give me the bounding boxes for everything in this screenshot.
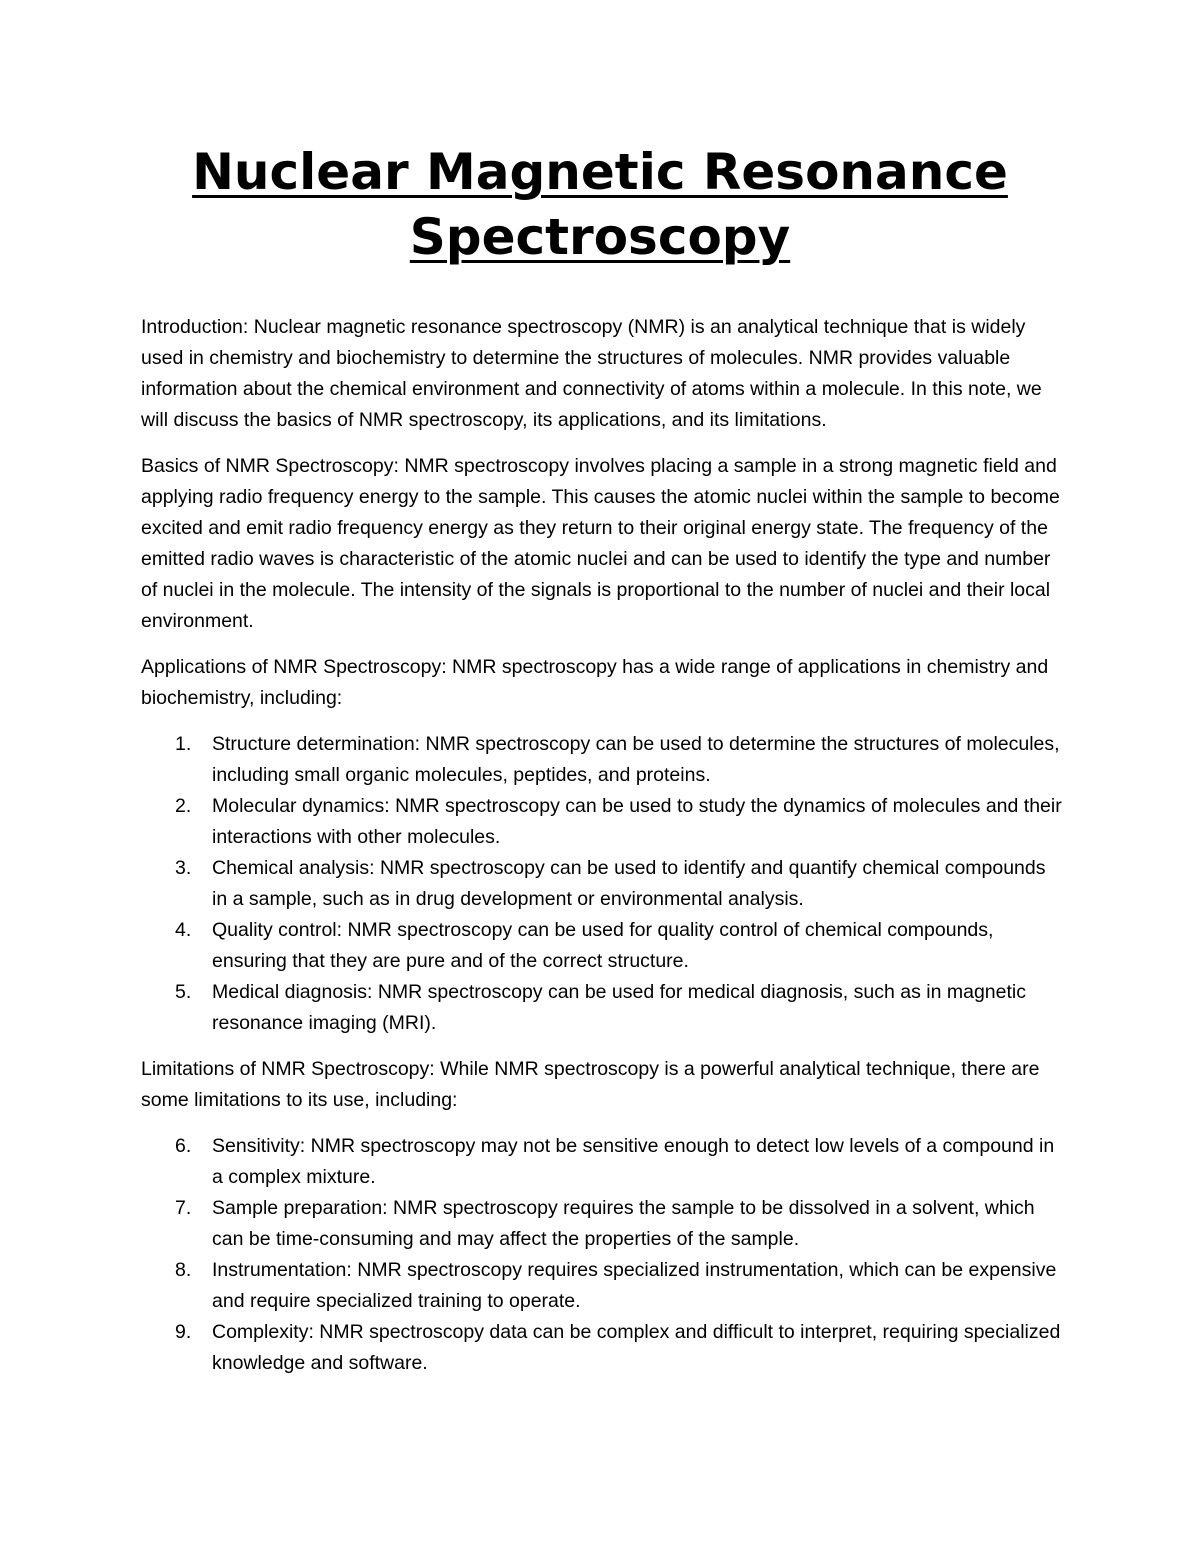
list-item-text: Quality control: NMR spectroscopy can be used for quality control of chemical compounds, ensuring that they are pure and of the correct structure. bbox=[212, 919, 994, 972]
list-item-text: Molecular dynamics: NMR spectroscopy can be used to study the dynamics of molecules and their interactions with other molecules. bbox=[212, 795, 1062, 848]
applications-list bbox=[141, 729, 1066, 1039]
list-item bbox=[141, 1255, 1066, 1317]
document-title bbox=[100, 140, 1100, 270]
list-item-number: 6. bbox=[175, 1135, 192, 1157]
list-item-text: Chemical analysis: NMR spectroscopy can be used to identify and quantify chemical compounds in a sample, such as in drug development or environmental analysis. bbox=[212, 857, 1046, 910]
list-item-number: 3. bbox=[175, 857, 192, 879]
list-item bbox=[141, 853, 1066, 915]
list-item-number: 2. bbox=[175, 795, 192, 817]
title-line-2: Spectroscopy bbox=[409, 208, 791, 266]
list-item-text: Complexity: NMR spectroscopy data can be complex and difficult to interpret, requiring specialized knowledge and software. bbox=[212, 1321, 1061, 1374]
list-item-number: 4. bbox=[175, 919, 192, 941]
list-item bbox=[141, 791, 1066, 853]
list-item bbox=[141, 729, 1066, 791]
list-item bbox=[141, 1131, 1066, 1193]
intro-paragraph: Introduction: Nuclear magnetic resonance spectroscopy (NMR) is an analytical technique that is widely used in chemistry and biochemistry to determine the structures of molecules. NMR provides valuable information about the chemical environment and connectivity of atoms within a molecule. In this note, we will discuss the basics of NMR spectroscopy, its applications, and its limitations. bbox=[141, 316, 1042, 431]
applications-intro-paragraph: Applications of NMR Spectroscopy: NMR spectroscopy has a wide range of applications in chemistry and biochemistry, including: bbox=[141, 656, 1049, 709]
list-item bbox=[141, 915, 1066, 977]
list-item bbox=[141, 1193, 1066, 1255]
list-item-text: Instrumentation: NMR spectroscopy requires specialized instrumentation, which can be expensive and require specialized training to operate. bbox=[212, 1259, 1057, 1312]
limitations-intro-paragraph: Limitations of NMR Spectroscopy: While NMR spectroscopy is a powerful analytical technique, there are some limitations to its use, including: bbox=[141, 1058, 1040, 1111]
list-item-number: 5. bbox=[175, 981, 192, 1003]
list-item-number: 9. bbox=[175, 1321, 192, 1343]
list-item-text: Structure determination: NMR spectroscopy can be used to determine the structures of molecules, including small organic molecules, peptides, and proteins. bbox=[212, 733, 1060, 786]
list-item-number: 1. bbox=[175, 733, 192, 755]
list-item bbox=[141, 1317, 1066, 1379]
limitations-list bbox=[141, 1131, 1066, 1379]
list-item-number: 7. bbox=[175, 1197, 192, 1219]
list-item-text: Medical diagnosis: NMR spectroscopy can be used for medical diagnosis, such as in magnetic resonance imaging (MRI). bbox=[212, 981, 1026, 1034]
document-body bbox=[141, 312, 1066, 1394]
list-item-text: Sample preparation: NMR spectroscopy requires the sample to be dissolved in a solvent, which can be time-consuming and may affect the properties of the sample. bbox=[212, 1197, 1035, 1250]
title-line-1: Nuclear Magnetic Resonance bbox=[192, 143, 1008, 201]
list-item-text: Sensitivity: NMR spectroscopy may not be sensitive enough to detect low levels of a compound in a complex mixture. bbox=[212, 1135, 1055, 1188]
basics-paragraph: Basics of NMR Spectroscopy: NMR spectroscopy involves placing a sample in a strong magnetic field and applying radio frequency energy to the sample. This causes the atomic nuclei within the sample to become excited and emit radio frequency energy as they return to their original energy state. The frequency of the emitted radio waves is characteristic of the atomic nuclei and can be used to identify the type and number of nuclei in the molecule. The intensity of the signals is proportional to the number of nuclei and their local environment. bbox=[141, 455, 1060, 632]
list-item bbox=[141, 977, 1066, 1039]
list-item-number: 8. bbox=[175, 1259, 192, 1281]
